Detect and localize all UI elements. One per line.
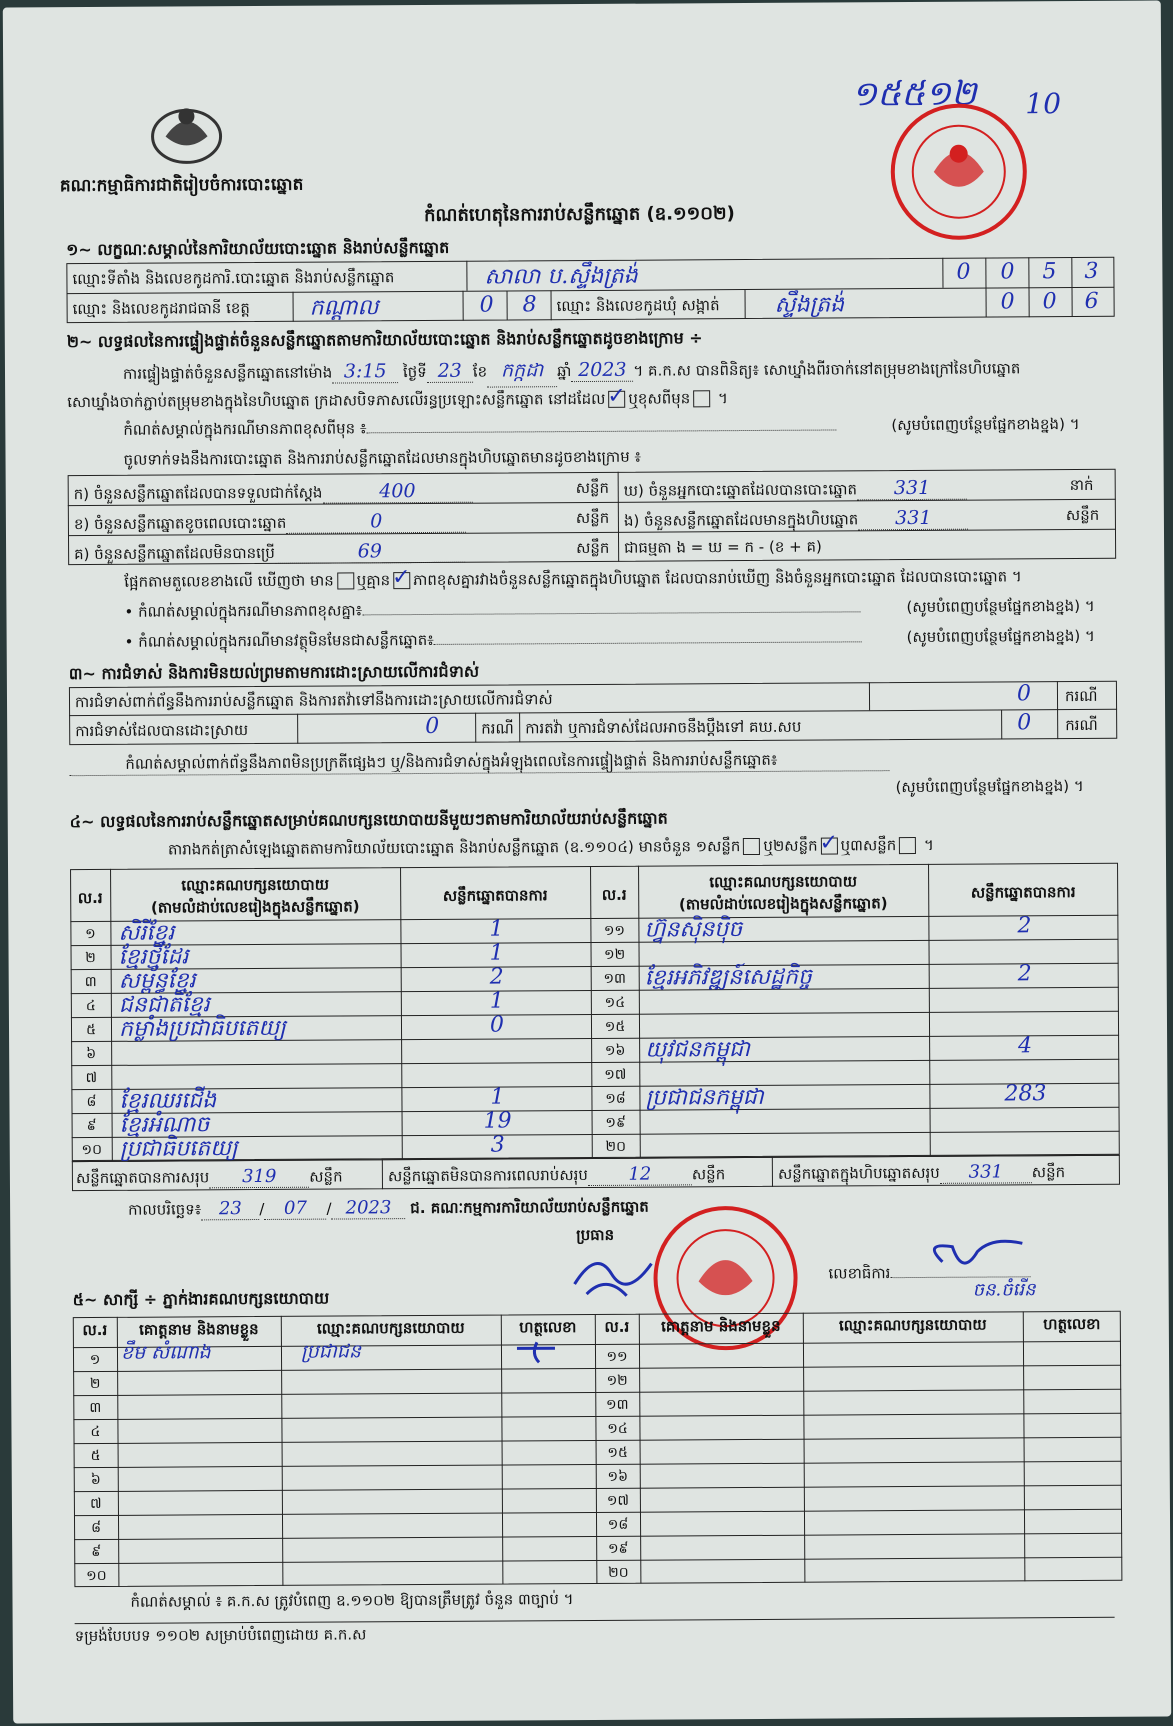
resolved-label: ការជំទាស់ដែលបានដោះស្រាយ <box>75 721 249 741</box>
province-code: 0 <box>479 292 494 318</box>
footnote: កំណត់សម្គាល់ ៖ គ.ក.ស ត្រូវបំពេញ ឧ.១១០២ ឱ្យបានត្រឹមត្រូវ ចំនួន ៣ច្បាប់ ។ <box>130 1590 574 1611</box>
row-number: ១២ <box>606 1372 628 1389</box>
party-name: ប្រជាធិបតេយ្យ <box>119 1136 238 1162</box>
row-number: ៣ <box>89 1399 102 1417</box>
row2-label: ឈ្មោះ និងលេខកូដរាជធានី ខេត្ត <box>72 299 250 319</box>
committee-name: គណៈកម្មាធិការជាតិរៀបចំការបោះឆ្នោត <box>59 174 304 197</box>
row-number: ១៦ <box>604 1042 626 1059</box>
row-number: ១៤ <box>604 994 626 1011</box>
row-number: ២ <box>89 1375 101 1393</box>
code-digit: 5 <box>1042 259 1057 285</box>
unit: សន្លឹក <box>1065 505 1100 525</box>
row-number: ១៥ <box>604 1018 626 1035</box>
nec-emblem-icon <box>145 96 227 168</box>
party-name: សិរីខ្មែរ <box>118 920 175 946</box>
formula: ជាធម្មតា ង = ឃ = ក - (ខ + គ) <box>624 537 822 557</box>
secretary-name: ចន.ចំរើន <box>972 1279 1036 1301</box>
unit: សន្លឹក <box>576 538 610 558</box>
row-number: ១៩ <box>605 1114 626 1131</box>
col-sign: ហត្ថលេខា <box>519 1318 577 1337</box>
vote-count: 1 <box>489 916 504 942</box>
section3-heading: ៣~ ការជំទាស់ និងការមិនយល់ព្រមតាមការដោះស្រាយលើការជំទាស់ <box>68 661 480 684</box>
col-no: ល.រ <box>604 1317 630 1336</box>
row-number: ៩ <box>86 1118 97 1135</box>
code-digit: 0 <box>1000 259 1015 285</box>
unit: នាក់ <box>1069 475 1094 495</box>
vote-count: 2 <box>489 964 504 990</box>
row-number: ១១ <box>606 1348 628 1365</box>
ka-row: ក) ចំនួនសន្លឹកឆ្នោតដែលបានទទួលជាក់ស្ដែង 400 <box>74 480 473 507</box>
ko-row: គ) ចំនួនសន្លឹកឆ្នោតដែលមិនបានប្រើ 69 <box>74 540 465 567</box>
commune-code: 6 <box>1084 288 1099 314</box>
row-number: ៤ <box>85 998 96 1015</box>
col-party: ឈ្មោះគណបក្សនយោបាយ <box>838 1315 987 1335</box>
col-votes: សន្លឹកឆ្នោតបានការ <box>970 883 1076 902</box>
province-code: 8 <box>522 292 537 318</box>
row-number: ៩ <box>91 1543 102 1561</box>
document-page <box>3 0 1171 1723</box>
row-number: ១០ <box>86 1567 107 1585</box>
vote-count: 3 <box>490 1132 505 1158</box>
kho-row: ឃ) ចំនួនអ្នកបោះឆ្នោតដែលបានបោះឆ្នោត 331 <box>624 477 967 504</box>
vote-count: 2 <box>1017 961 1032 987</box>
row-number: ១៤ <box>607 1420 628 1437</box>
col-party-sub: (តាមលំដាប់លេខរៀងក្នុងសន្លឹកឆ្នោត) <box>150 897 360 917</box>
form-note: ទម្រង់បែបបទ ១១០២ សម្រាប់បំពេញដោយ គ.ក.ស <box>74 1625 367 1646</box>
resolved-count: 0 <box>425 713 440 739</box>
party-name: ជនជាតិខ្មែរ <box>118 992 210 1018</box>
witness-name: ខឹម សំណាង <box>120 1341 211 1364</box>
unit: សន្លឹក <box>575 478 610 498</box>
unit: ករណី <box>1065 715 1098 735</box>
bullet1: • កំណត់សម្គាល់ក្នុងករណីមានភាពខុសគ្នា៖ <box>124 598 860 624</box>
party-name: ខ្មែរអំណាច <box>119 1112 210 1138</box>
polling-station-name: សាលា ប.ស្ទឹងត្រង់ <box>484 263 638 290</box>
row-number: ៧ <box>85 1069 98 1087</box>
col-name: គោត្តនាម និងនាមខ្លួន <box>661 1316 781 1336</box>
row-number: ៥ <box>85 1022 97 1039</box>
province-name: កណ្ដាល <box>309 295 379 321</box>
vote-count: 1 <box>489 988 504 1014</box>
handwritten-page: 10 <box>1025 87 1062 121</box>
row-number: ៦ <box>86 1046 97 1063</box>
col-sign: ហត្ថលេខា <box>1043 1314 1101 1334</box>
please-note: (សូមបំពេញបន្ថែមផ្នែកខាងខ្នង) ។ <box>906 626 1095 647</box>
row-number: ១៥ <box>607 1444 628 1461</box>
row-number: ២ <box>85 950 96 967</box>
col-votes: សន្លឹកឆ្នោតបានការ <box>442 886 548 905</box>
row-number: ១៣ <box>603 970 627 987</box>
vote-count: 19 <box>483 1108 512 1134</box>
section1-heading: ១~ លក្ខណៈសម្គាល់នៃការិយាល័យបោះឆ្នោត និងរាប់សន្លឹកឆ្នោត <box>66 237 450 260</box>
unit: សន្លឹក <box>575 508 610 528</box>
row1-label: ឈ្មោះទីតាំង និងលេខកូដការិ.បោះឆ្នោត និងរាប់សន្លឹកឆ្នោត <box>72 268 395 289</box>
row-number: ១ <box>89 1351 101 1369</box>
commune-code: 0 <box>1042 289 1057 315</box>
row-number: ៤ <box>90 1423 101 1441</box>
col-party-sub: (តាមលំដាប់លេខរៀងក្នុងសន្លឹកឆ្នោត) <box>678 894 888 914</box>
row-number: ១៣ <box>605 1396 629 1413</box>
row-number: ១៧ <box>604 1066 627 1083</box>
chair-label: ប្រធាន <box>576 1225 615 1245</box>
different-checkbox <box>693 390 710 407</box>
vote-count: 0 <box>489 1012 505 1038</box>
row-number: ៨ <box>86 1094 97 1111</box>
row-number: ១២ <box>603 946 626 963</box>
row-number: ៧ <box>90 1495 102 1513</box>
col-party: ឈ្មោះគណបក្សនយោបាយ <box>316 1318 465 1338</box>
section4-heading: ៤~ លទ្ធផលនៃការរាប់សន្លឹកឆ្នោតសម្រាប់គណបក្សនយោបាយនីមួយៗតាមការិយាល័យរាប់សន្លឹកឆ្នោត <box>69 808 668 832</box>
date-line: កាលបរិច្ឆេទ៖ 23 / 07 / 2023 ជ. គណៈកម្មការការិយាល័យរាប់សន្លឹកឆ្នោត <box>128 1197 649 1220</box>
bullet2: • កំណត់សម្គាល់ក្នុងករណីមានវត្ថុមិនមែនជាសន្លឹកឆ្នោត៖ <box>125 628 862 655</box>
witness-signature-icon <box>511 1340 561 1364</box>
verify-line1: ការផ្ទៀងផ្ទាត់ចំនួនសន្លឹកឆ្នោតនៅម៉ោង 3:15 ថ្ងៃទី 23 ខែ កក្កដា ឆ្នាំ 2023 ។ គ.ក.ស បានពិនិត្យ៖ សោឃ្នាំងពីរចាក់នៅតម្រុមខាងក្រៅនៃហិបឆ្នោត <box>123 355 1021 389</box>
party-name: កម្លាំងប្រជាធិបតេយ្យ <box>118 1015 286 1042</box>
row-number: ១៦ <box>607 1468 629 1485</box>
code-digit: 0 <box>956 259 971 285</box>
chair-signature-icon <box>566 1244 656 1305</box>
total-valid: សន្លឹកឆ្នោតបានការសរុប 319 សន្លឹក <box>75 1165 343 1188</box>
vote-count: 2 <box>1017 913 1032 939</box>
row-number: ១ <box>85 926 96 943</box>
col-party: ឈ្មោះគណបក្សនយោបាយ <box>181 875 330 895</box>
row-number: ១១ <box>603 922 626 939</box>
row-number: ១៨ <box>607 1516 629 1533</box>
party-name: សម្ព័ន្ធខ្មែរ <box>118 968 196 994</box>
row-number: ១៧ <box>606 1492 629 1509</box>
form-title: កំណត់ហេតុនៃការរាប់សន្លឹកឆ្នោត (ឧ.១១០២) <box>423 203 735 226</box>
code-digit: 3 <box>1084 258 1099 284</box>
col-party: ឈ្មោះគណបក្សនយោបាយ <box>709 872 858 892</box>
kha-row: ខ) ចំនួនសន្លឹកឆ្នោតខូចពេលបោះឆ្នោត 0 <box>74 510 467 537</box>
party-name: ប្រជាជនកម្ពុជា <box>645 1084 764 1111</box>
vote-count: 1 <box>490 1084 505 1110</box>
row-number: ៣ <box>84 973 97 991</box>
commune-code: 0 <box>1000 289 1015 315</box>
secretary-signature-icon <box>922 1231 1032 1282</box>
row2-label2: ឈ្មោះ និងលេខកូដឃុំ សង្កាត់ <box>556 296 720 316</box>
col-no: ល.រ <box>77 888 103 908</box>
row-number: ១៩ <box>607 1540 629 1557</box>
ngo-row: ង) ចំនួនសន្លឹកឆ្នោតដែលមានក្នុងហិបឆ្នោត 331 <box>624 507 969 534</box>
party-name: ខ្មែរអភិវឌ្ឍន៍សេដ្ឋកិច្ច <box>644 964 812 991</box>
party-name: ហ្វ៊ុនស៊ិនប៉ិច <box>644 917 743 943</box>
please-note: (សូមបំពេញបន្ថែមផ្នែកខាងខ្នង) ។ <box>895 776 1084 797</box>
irregularity-note: កំណត់សម្គាល់ពាក់ព័ន្ធនឹងភាពមិនប្រក្រតីផ្សេងៗ ឬ/និងការជំទាស់ក្នុងអំឡុងពេលនៃការផ្ទៀងផ្ទាត់ និងការរាប់សន្លឹកឆ្នោត៖ <box>125 750 778 773</box>
row-number: ៨ <box>91 1519 102 1537</box>
col-name: គោត្តនាម និងនាមខ្លួន <box>139 1320 259 1339</box>
row-number: ៦ <box>90 1471 101 1489</box>
row-number: ២០ <box>608 1564 629 1581</box>
verify-line2: សោឃ្នាំងចាក់ភ្ជាប់តម្រុមខាងក្នុងនៃហិបឆ្នោត ក្រដាសបិទភាសលើរន្ធប្រឡោះសន្លឹកឆ្នោត នៅដដែល ✓ ឬខុសពីមុន ។ <box>67 383 728 412</box>
intro-line: ចូលទាក់ទងនឹងការបោះឆ្នោត និងការរាប់សន្លឹកឆ្នោតដែលមានក្នុងហិបឆ្នោតមានដូចខាងក្រោម ៖ <box>123 447 642 469</box>
commune-name: ស្ទឹងត្រង់ <box>774 292 845 318</box>
difference-line: ផ្អែកតាមតួលេខខាងលើ ឃើញថា មាន ឬគ្មាន ✓ ភាពខុសគ្នារវាងចំនួនសន្លឹកឆ្នោតក្នុងហិបឆ្នោត ដែលបានរាប់ឃើញ និងចំនួនអ្នកបោះឆ្នោត ដែលបានបោះឆ្នោត ។ <box>124 565 1022 591</box>
party-name: ខ្មែរថ្មីដែរ <box>118 944 189 970</box>
appeal-label: ការតវ៉ា ឬការជំទាស់ដែលអាចនឹងប្ដឹងទៅ គឃ.សប <box>525 717 802 738</box>
no-diff-checkbox: ✓ <box>392 565 411 591</box>
witness-party: ប្រជាជន <box>300 1340 361 1363</box>
please-note: (សូមបំពេញបន្ថែមផ្នែកខាងខ្នង) ។ <box>906 596 1095 617</box>
sheet-count-line: តារាងកត់ត្រាសំឡេងឆ្នោតតាមការិយាល័យបោះឆ្នោត និងរាប់សន្លឹកឆ្នោត (ឧ.១១០៤) មានចំនួន ១សន្លឹក ឬ២សន្លឹក ✓ ឬ៣សន្លឹក ។ <box>167 830 934 859</box>
col-no: ល.រ <box>82 1320 108 1340</box>
party-name: យុវជនកម្ពុជា <box>645 1037 750 1063</box>
has-diff-checkbox <box>337 572 354 589</box>
total-box: សន្លឹកឆ្នោតក្នុងហិបឆ្នោតសរុប 331 សន្លឹក <box>777 1161 1066 1183</box>
section5-heading: ៥~ សាក្សី ÷ ភ្នាក់ងារគណបក្សនយោបាយ <box>72 1288 330 1310</box>
vote-count: 283 <box>1004 1081 1047 1107</box>
please-note: (សូមបំពេញបន្ថែមផ្នែកខាងខ្នង) ។ <box>891 414 1080 435</box>
total-invalid: សន្លឹកឆ្នោតមិនបានការពេលរាប់សរុប 12 សន្លឹក <box>387 1163 726 1186</box>
unit: ករណី <box>481 719 514 738</box>
col-no: ល.រ <box>601 885 627 904</box>
row-number: ២០ <box>605 1138 627 1155</box>
row-number: ១៨ <box>605 1090 626 1107</box>
row-number: ៥ <box>90 1447 101 1465</box>
unit: ករណី <box>1064 686 1098 706</box>
objection-count: 0 <box>1016 681 1032 707</box>
handwritten-number: ១៥៥១២ <box>851 73 977 115</box>
secretary-line: លេខាធិការ <box>828 1263 1030 1286</box>
vote-count: 4 <box>1018 1033 1033 1059</box>
row-number: ១០ <box>81 1141 103 1159</box>
section2-heading: ២~ លទ្ធផលនៃការផ្ទៀងផ្ទាត់ចំនួនសន្លឹកឆ្នោតតាមការិយាល័យបោះឆ្នោត និងរាប់សន្លឹកឆ្នោតដូចខាងក្រោម ÷ <box>66 328 703 352</box>
party-name: ខ្មែរឈរជើង <box>119 1088 217 1114</box>
appeal-count: 0 <box>1017 710 1032 736</box>
official-stamp-icon <box>883 101 1034 242</box>
same-checkbox: ✓ <box>607 383 626 409</box>
diff-note: កំណត់សម្គាល់ក្នុងករណីមានភាពខុសពីមុន ៖ <box>123 416 836 442</box>
objection-label: ការជំទាស់ពាក់ព័ន្ធនឹងការរាប់សន្លឹកឆ្នោត និងការតវ៉ាទៅនឹងការដោះស្រាយលើការជំទាស់ <box>74 690 553 712</box>
vote-count: 1 <box>489 940 504 966</box>
